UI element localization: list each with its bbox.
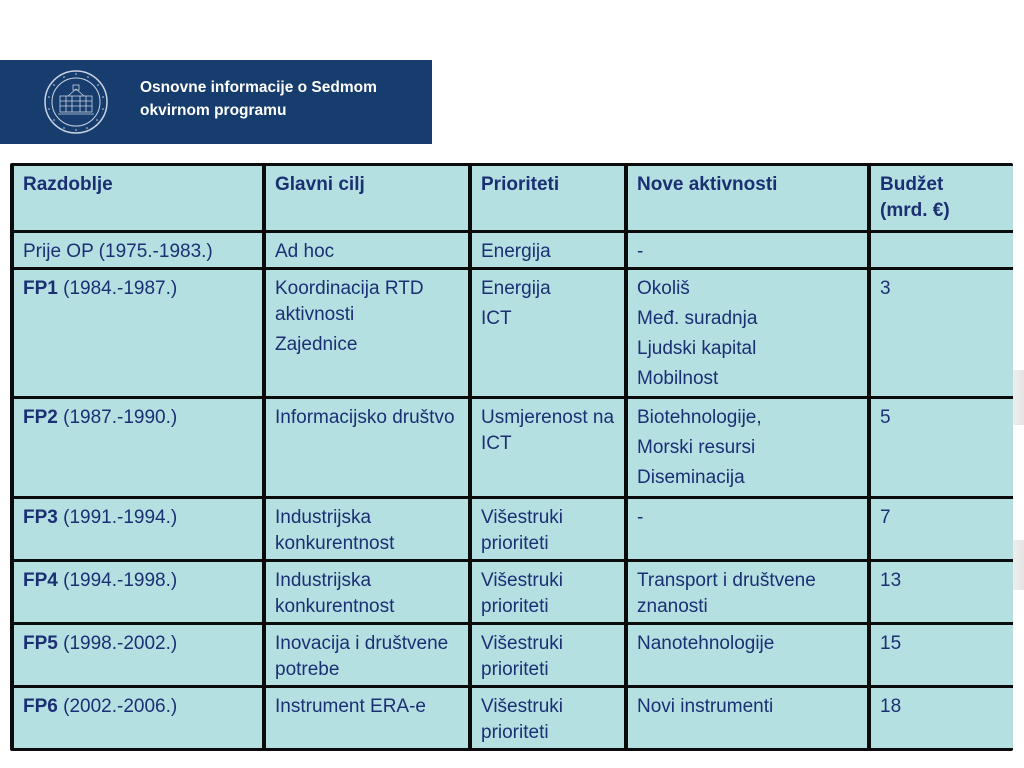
cell-period xyxy=(14,499,262,559)
table-row xyxy=(14,270,1013,396)
slide-title xyxy=(140,76,425,122)
programme-name: FP4 xyxy=(23,569,58,591)
cell-new-activities xyxy=(628,270,867,396)
activity-item: - xyxy=(637,506,644,528)
cell-period xyxy=(14,270,262,396)
table-row xyxy=(14,688,1013,748)
cell-budget: 7 xyxy=(871,499,1013,559)
activity-item: Okoliš xyxy=(637,278,690,300)
cell-main-goal xyxy=(266,499,468,559)
goal-item: Industrijska konkurentnost xyxy=(275,506,395,554)
table-header-row xyxy=(14,166,1013,230)
cell-main-goal xyxy=(266,688,468,748)
cell-priorities xyxy=(472,625,624,685)
column-header-new-activities: Nove aktivnosti xyxy=(628,166,867,230)
priority-item: Energija xyxy=(481,241,551,262)
framework-programmes-table xyxy=(10,163,1017,751)
column-header-period: Razdoblje xyxy=(14,166,262,230)
header-banner xyxy=(0,60,432,144)
activity-item: Morski resursi xyxy=(637,437,756,459)
cell-priorities xyxy=(472,688,624,748)
goal-item: Industrijska konkurentnost xyxy=(275,569,395,617)
cell-budget: 3 xyxy=(871,270,1013,396)
goal-item: Inovacija i društvene potrebe xyxy=(275,632,449,680)
cell-new-activities xyxy=(628,233,867,267)
priority-item: ICT xyxy=(481,308,512,330)
cell-budget: 5 xyxy=(871,399,1013,495)
cell-period xyxy=(14,562,262,622)
priority-item: Višestruki prioriteti xyxy=(481,569,564,617)
programme-name: FP1 xyxy=(23,278,58,300)
activity-item: Novi instrumenti xyxy=(637,695,774,717)
cell-main-goal xyxy=(266,562,468,622)
budget-header-line-1: Budžet xyxy=(880,174,944,195)
column-header-main-goal: Glavni cilj xyxy=(266,166,468,230)
cell-main-goal xyxy=(266,625,468,685)
goal-item: Informacijsko društvo xyxy=(275,407,455,429)
slide-title-line-1: Osnovne informacije o Sedmom xyxy=(140,79,377,96)
goal-item: Koordinacija RTD aktivnosti xyxy=(275,278,424,326)
activity-item: - xyxy=(637,241,644,262)
activity-item: Mobilnost xyxy=(637,368,719,390)
period-years: (1994.-1998.) xyxy=(57,569,178,591)
cell-new-activities xyxy=(628,499,867,559)
cell-budget xyxy=(871,233,1013,267)
goal-item: Ad hoc xyxy=(275,241,335,262)
priority-item: Energija xyxy=(481,278,551,300)
cell-period xyxy=(14,233,262,267)
activity-item: Biotehnologije, xyxy=(637,407,762,429)
goal-item: Zajednice xyxy=(275,334,358,356)
period-years: (1991.-1994.) xyxy=(57,506,178,528)
priority-item: Višestruki prioriteti xyxy=(481,695,564,743)
priority-item: Višestruki prioriteti xyxy=(481,632,564,680)
cell-budget: 15 xyxy=(871,625,1013,685)
period-years: (1998.-2002.) xyxy=(57,632,178,654)
table-row xyxy=(14,233,1013,267)
cell-priorities xyxy=(472,399,624,495)
programme-name: FP3 xyxy=(23,506,58,528)
activity-item: Međ. suradnja xyxy=(637,308,758,330)
column-header-budget xyxy=(871,166,1013,230)
programme-name: FP2 xyxy=(23,407,58,429)
cell-budget: 18 xyxy=(871,688,1013,748)
programme-name: FP5 xyxy=(23,632,58,654)
table-row xyxy=(14,562,1013,622)
cell-priorities xyxy=(472,270,624,396)
goal-item: Instrument ERA-e xyxy=(275,695,426,717)
cell-main-goal xyxy=(266,233,468,267)
table-row xyxy=(14,499,1013,559)
cell-priorities xyxy=(472,562,624,622)
column-header-priorities: Prioriteti xyxy=(472,166,624,230)
activity-item: Diseminacija xyxy=(637,467,745,489)
cell-new-activities xyxy=(628,688,867,748)
period-years: (2002.-2006.) xyxy=(57,695,178,717)
slide-title-line-2: okvirnom programu xyxy=(140,102,287,119)
period-years: (1987.-1990.) xyxy=(57,407,178,429)
cell-period xyxy=(14,399,262,495)
table-row xyxy=(14,399,1013,495)
cell-main-goal xyxy=(266,399,468,495)
period-years: (1984.-1987.) xyxy=(57,278,178,300)
priority-item: Usmjerenost na ICT xyxy=(481,407,615,455)
cell-new-activities xyxy=(628,399,867,495)
period-years: Prije OP (1975.-1983.) xyxy=(23,241,213,262)
activity-item: Transport i društvene znanosti xyxy=(637,569,816,617)
cell-priorities xyxy=(472,233,624,267)
programme-name: FP6 xyxy=(23,695,58,717)
cell-period xyxy=(14,625,262,685)
cell-new-activities xyxy=(628,625,867,685)
activity-item: Ljudski kapital xyxy=(637,338,757,360)
cell-period xyxy=(14,688,262,748)
university-seal-logo xyxy=(44,70,108,134)
cell-priorities xyxy=(472,499,624,559)
cell-new-activities xyxy=(628,562,867,622)
cell-budget: 13 xyxy=(871,562,1013,622)
table-row xyxy=(14,625,1013,685)
priority-item: Višestruki prioriteti xyxy=(481,506,564,554)
budget-header-line-2: (mrd. €) xyxy=(880,200,950,221)
cell-main-goal xyxy=(266,270,468,396)
activity-item: Nanotehnologije xyxy=(637,632,775,654)
